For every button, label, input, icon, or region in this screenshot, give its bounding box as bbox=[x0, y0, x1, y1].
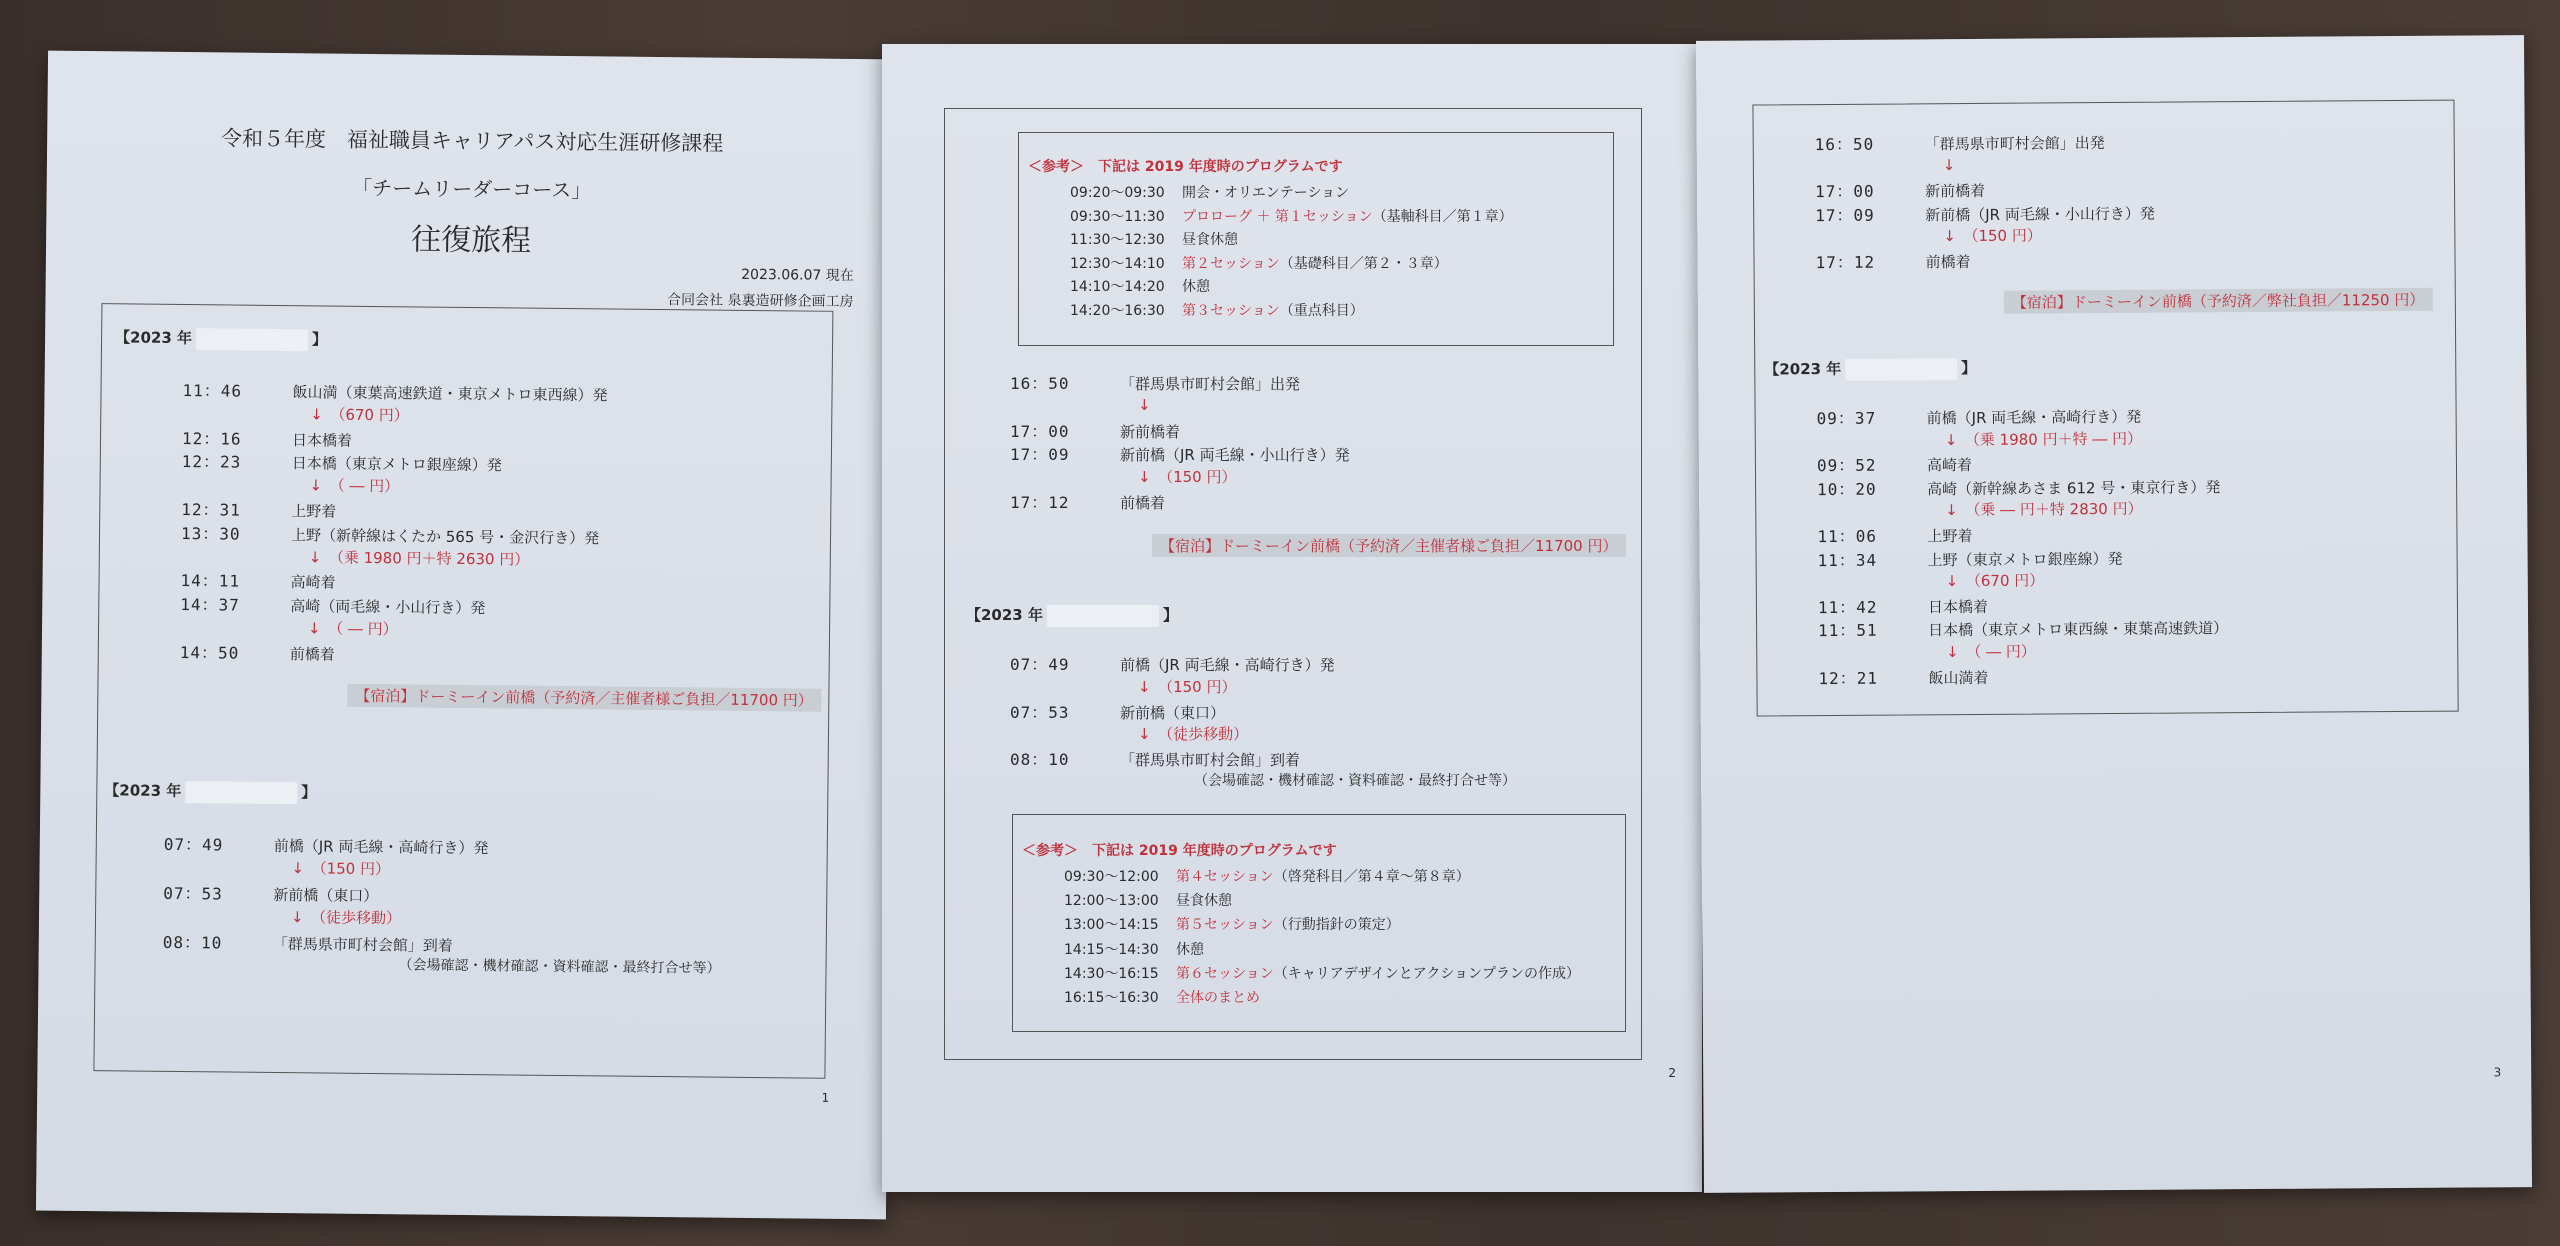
itinerary-row bbox=[163, 881, 378, 906]
itinerary-row bbox=[180, 592, 485, 618]
row-text: 新前橋（JR 両毛線・小山行き）発 bbox=[1120, 446, 1350, 465]
row-text: 上野着 bbox=[291, 502, 337, 521]
section-close: 】 bbox=[311, 330, 328, 349]
section-year: 【2023 年 bbox=[115, 328, 193, 348]
program-time: 11:30～12:30 bbox=[1070, 232, 1165, 249]
program-time: 14:15～14:30 bbox=[1064, 941, 1159, 958]
program-label: 休憩 bbox=[1176, 941, 1204, 958]
row-text: 新前橋（東口） bbox=[273, 885, 379, 905]
lodging-info: 【宿泊】ドーミーイン前橋（予約済／主催者様ご負担／11700 円） bbox=[347, 684, 821, 712]
row-time bbox=[1817, 516, 1927, 517]
row-text: ↓ （150 円） bbox=[1138, 468, 1237, 487]
row-time: 17：00 bbox=[1814, 181, 1875, 202]
row-time bbox=[181, 561, 291, 562]
row-time: 07：49 bbox=[1010, 655, 1070, 674]
section-header bbox=[1764, 357, 1976, 381]
row-text: ↓ （徒歩移動） bbox=[290, 908, 402, 928]
row-time: 13：30 bbox=[180, 523, 241, 544]
venue-note: （会場確認・機材確認・資料確認・最終打合せ等） bbox=[398, 957, 721, 977]
itinerary-row bbox=[1817, 452, 1972, 476]
row-text: 高崎着 bbox=[290, 573, 336, 593]
row-text: ↓ （乗 1980 円＋特 2630 円） bbox=[308, 547, 530, 569]
row-time: 11：51 bbox=[1818, 621, 1878, 641]
itinerary-row bbox=[182, 426, 352, 451]
row-time: 09：37 bbox=[1816, 408, 1877, 429]
row-time: 14：11 bbox=[180, 571, 241, 592]
itinerary-row bbox=[1010, 700, 1225, 723]
lodging-info: 【宿泊】ドーミーイン前橋（予約済／主催者様ご負担／11700 円） bbox=[1152, 534, 1626, 557]
itinerary-row bbox=[1010, 466, 1236, 487]
row-time: 14：37 bbox=[180, 595, 240, 615]
itinerary-row bbox=[1815, 130, 2105, 155]
row-time: 08：10 bbox=[1010, 750, 1070, 770]
redacted-date bbox=[1845, 358, 1957, 381]
row-time: 16：50 bbox=[1814, 134, 1875, 155]
program-row bbox=[1070, 229, 1238, 249]
itinerary-row bbox=[1010, 419, 1180, 442]
row-time bbox=[163, 921, 273, 922]
itinerary-row bbox=[1010, 371, 1300, 394]
row-text: 飯山満着 bbox=[1928, 668, 1989, 687]
row-text: 前橋着 bbox=[1120, 494, 1166, 512]
organization: 合同会社 泉裏造研修企画工房 bbox=[666, 292, 854, 311]
program-time: 12:00～13:00 bbox=[1064, 893, 1159, 910]
program-row bbox=[1070, 276, 1210, 296]
program-detail: （啓発科目／第４章～第８章） bbox=[1273, 869, 1470, 885]
row-time bbox=[1818, 657, 1928, 658]
row-time: 07：49 bbox=[163, 834, 224, 855]
row-time: 12：23 bbox=[181, 452, 242, 473]
itinerary-row bbox=[164, 832, 489, 858]
program-label: 昼食休憩 bbox=[1176, 893, 1232, 910]
row-text: 前橋（JR 両毛線・高崎行き）発 bbox=[273, 836, 489, 858]
row-text: 上野（東京メトロ銀座線）発 bbox=[1927, 549, 2123, 569]
itinerary-row bbox=[1815, 178, 1985, 202]
itinerary-row bbox=[182, 402, 409, 425]
itinerary-row bbox=[1817, 404, 2142, 429]
row-time: 11：34 bbox=[1817, 550, 1878, 570]
row-text: 新前橋（東口） bbox=[1120, 703, 1226, 722]
program-row bbox=[1064, 914, 1400, 934]
program-time: 13:00～14:15 bbox=[1064, 917, 1159, 934]
section-close: 】 bbox=[1961, 358, 1977, 378]
itinerary-row bbox=[1818, 594, 1988, 618]
program-label: 第３セッション bbox=[1182, 303, 1280, 319]
itinerary-row bbox=[163, 929, 453, 955]
itinerary-row bbox=[163, 905, 401, 928]
program-row bbox=[1070, 300, 1364, 320]
row-text: 「群馬県市町村会館」到着 bbox=[1120, 751, 1301, 770]
section-year: 【2023 年 bbox=[104, 781, 182, 801]
section-close: 】 bbox=[1162, 606, 1178, 624]
row-text: 前橋（JR 両毛線・高崎行き）発 bbox=[1926, 407, 2142, 428]
row-text: ↓ （乗 1980 円＋特 ― 円） bbox=[1944, 429, 2143, 449]
row-time bbox=[182, 489, 292, 490]
row-time: 17：09 bbox=[1815, 205, 1875, 225]
itinerary-row bbox=[180, 616, 398, 639]
row-time bbox=[163, 872, 273, 873]
page-number: 3 bbox=[2493, 1065, 2502, 1080]
program-detail: （基軸科目／第１章） bbox=[1372, 208, 1513, 225]
row-time: 12：16 bbox=[181, 428, 242, 449]
program-row bbox=[1064, 963, 1580, 983]
row-time: 10：20 bbox=[1817, 479, 1877, 499]
row-time bbox=[1817, 445, 1927, 446]
section-1-header bbox=[115, 326, 327, 351]
program-row bbox=[1064, 939, 1204, 959]
row-text: ↓ （ ― 円） bbox=[1946, 642, 2036, 662]
row-text: ↓ （150 円） bbox=[291, 859, 391, 879]
section-close: 】 bbox=[301, 783, 317, 802]
itinerary-row bbox=[1817, 523, 1972, 547]
row-time: 17：00 bbox=[1010, 421, 1070, 441]
row-text: 日本橋（東京メトロ銀座線）発 bbox=[291, 454, 502, 475]
itinerary-row bbox=[1818, 616, 2228, 642]
lodging-info: 【宿泊】ドーミーイン前橋（予約済／弊社負担／11250 円） bbox=[2004, 288, 2433, 314]
section-year: 【2023 年 bbox=[1764, 359, 1842, 379]
row-time bbox=[1815, 170, 1925, 171]
row-time: 07：53 bbox=[163, 883, 223, 904]
itinerary-row bbox=[1817, 474, 2220, 500]
itinerary-row bbox=[1815, 225, 2042, 248]
row-text: 日本橋着 bbox=[1927, 597, 1989, 617]
row-text: 日本橋着 bbox=[291, 430, 353, 450]
row-time: 17：12 bbox=[1815, 252, 1876, 273]
row-time: 17：09 bbox=[1010, 445, 1070, 465]
itinerary-row bbox=[1818, 546, 2123, 571]
row-text: 上野着 bbox=[1927, 526, 1973, 546]
row-text: 高崎着 bbox=[1926, 456, 1973, 475]
program-label: 第２セッション bbox=[1182, 255, 1280, 272]
program-time: 16:15～16:30 bbox=[1064, 990, 1159, 1006]
row-text: 前橋（JR 両毛線・高崎行き）発 bbox=[1120, 656, 1335, 674]
itinerary-row bbox=[1817, 427, 2142, 450]
row-time: 09：52 bbox=[1816, 455, 1877, 476]
row-time: 12：31 bbox=[181, 500, 241, 520]
course-title: 「チームリーダーコース」 bbox=[352, 175, 592, 203]
itinerary-row bbox=[1010, 676, 1236, 697]
program-detail: （行動指針の策定） bbox=[1273, 917, 1400, 934]
row-time: 11：46 bbox=[182, 381, 243, 401]
row-text: 前橋着 bbox=[1925, 252, 1971, 272]
row-text: ↓ （ ― 円） bbox=[309, 476, 400, 496]
page-number: 1 bbox=[821, 1090, 830, 1105]
itinerary-row bbox=[1818, 570, 2045, 593]
program-detail: （重点科目） bbox=[1279, 303, 1364, 319]
program-label: 休憩 bbox=[1182, 279, 1210, 296]
row-time bbox=[1818, 586, 1928, 587]
section-year: 【2023 年 bbox=[966, 606, 1043, 624]
row-time: 11：42 bbox=[1817, 597, 1878, 617]
program-label: 昼食休憩 bbox=[1182, 232, 1238, 249]
program-label: プロローグ ＋ 第１セッション bbox=[1182, 208, 1373, 225]
redacted-date bbox=[1047, 605, 1159, 627]
document-page-1 bbox=[36, 51, 898, 1220]
row-time: 17：12 bbox=[1010, 493, 1070, 512]
itinerary-row bbox=[180, 640, 335, 665]
program-time: 14:10～14:20 bbox=[1070, 279, 1165, 296]
itinerary-row bbox=[163, 856, 390, 879]
itinerary-row bbox=[1815, 155, 1956, 175]
program-row bbox=[1070, 206, 1513, 226]
row-text: 「群馬県市町村会館」到着 bbox=[272, 934, 453, 955]
page-heading: 令和５年度 福祉職員キャリアパス対応生涯研修課程 bbox=[220, 126, 724, 156]
program-label: 第６セッション bbox=[1176, 965, 1274, 982]
row-time: 16：50 bbox=[1010, 374, 1070, 393]
page-number: 2 bbox=[1668, 1066, 1676, 1080]
itinerary-row bbox=[1010, 490, 1165, 513]
section-2-header bbox=[104, 779, 316, 804]
row-text: ↓ bbox=[1942, 155, 1956, 174]
program-time: 09:30～12:00 bbox=[1064, 869, 1159, 885]
program-time: 14:20～16:30 bbox=[1070, 303, 1165, 319]
row-text: 上野（新幹線はくたか 565 号・金沢行き）発 bbox=[290, 525, 600, 548]
reference-title: ＜参考＞ 下記は 2019 年度時のプログラムです bbox=[1022, 843, 1337, 859]
itinerary-row bbox=[1815, 201, 2155, 226]
reference-title: ＜参考＞ 下記は 2019 年度時のプログラムです bbox=[1028, 159, 1343, 175]
itinerary-row bbox=[181, 497, 336, 522]
program-detail: （キャリアデザインとアクションプランの作成） bbox=[1273, 965, 1581, 982]
itinerary-row bbox=[1817, 498, 2142, 521]
program-time: 14:30～16:15 bbox=[1064, 965, 1159, 982]
row-text: 飯山満（東葉高速鉄道・東京メトロ東西線）発 bbox=[292, 383, 608, 405]
row-text: 日本橋（東京メトロ東西線・東葉高速鉄道） bbox=[1928, 619, 2229, 640]
itinerary-row bbox=[1010, 442, 1350, 465]
program-row bbox=[1064, 987, 1260, 1007]
row-text: ↓ bbox=[1138, 395, 1151, 414]
itinerary-row bbox=[182, 378, 607, 405]
row-text: ↓ （ ― 円） bbox=[307, 619, 398, 639]
program-detail: （基礎科目／第２・３章） bbox=[1279, 255, 1448, 272]
row-text: 前橋着 bbox=[289, 644, 335, 664]
row-text: 高崎（新幹線あさま 612 号・東京行き）発 bbox=[1927, 478, 2221, 499]
row-text: 新前橋（JR 両毛線・小山行き）発 bbox=[1925, 204, 2155, 225]
as-of-date: 2023.06.07 現在 bbox=[741, 266, 854, 285]
redacted-date bbox=[196, 328, 308, 351]
row-time bbox=[180, 632, 290, 633]
row-text: 「群馬県市町村会館」出発 bbox=[1120, 375, 1301, 393]
row-text: ↓ （150 円） bbox=[1138, 677, 1237, 696]
row-text: ↓ （150 円） bbox=[1943, 226, 2042, 246]
program-row bbox=[1064, 890, 1232, 910]
itinerary-list-1 bbox=[1696, 35, 2524, 273]
itinerary-row bbox=[1815, 249, 1970, 273]
program-label: 全体のまとめ bbox=[1176, 990, 1260, 1006]
row-text: ↓ （670 円） bbox=[310, 405, 409, 425]
itinerary-row bbox=[182, 449, 502, 475]
redacted-date bbox=[185, 781, 297, 804]
program-label: 第５セッション bbox=[1176, 917, 1274, 934]
itinerary-row bbox=[181, 545, 530, 570]
doc-title: 往復旅程 bbox=[410, 222, 532, 259]
document-page-3 bbox=[1696, 35, 2532, 1193]
program-label: 開会・オリエンテーション bbox=[1182, 185, 1350, 201]
program-time: 09:30～11:30 bbox=[1070, 208, 1165, 225]
program-time: 09:20～09:30 bbox=[1070, 185, 1165, 201]
row-text: ↓ （670 円） bbox=[1945, 571, 2045, 591]
itinerary-row bbox=[1010, 652, 1335, 675]
venue-note: （会場確認・機材確認・資料確認・最終打合せ等） bbox=[1194, 773, 1516, 789]
row-time bbox=[182, 418, 292, 419]
program-time: 12:30～14:10 bbox=[1070, 255, 1165, 272]
row-text: 「群馬県市町村会館」出発 bbox=[1924, 134, 2105, 154]
row-time bbox=[1815, 242, 1925, 243]
section-header bbox=[966, 604, 1178, 627]
row-time: 08：10 bbox=[162, 932, 223, 953]
row-text: 高崎（両毛線・小山行き）発 bbox=[290, 597, 486, 618]
itinerary-row bbox=[180, 568, 335, 593]
program-row bbox=[1064, 866, 1470, 886]
row-time: 14：50 bbox=[179, 642, 240, 663]
itinerary-row bbox=[1010, 747, 1300, 770]
row-time: 11：06 bbox=[1817, 526, 1878, 547]
row-time: 07：53 bbox=[1010, 702, 1070, 722]
program-row bbox=[1070, 182, 1349, 202]
row-text: 新前橋着 bbox=[1120, 422, 1181, 441]
program-label: 第４セッション bbox=[1176, 869, 1274, 885]
itinerary-row bbox=[1010, 723, 1248, 744]
itinerary-row bbox=[181, 473, 399, 496]
itinerary-row bbox=[1818, 641, 2036, 664]
program-row bbox=[1070, 253, 1448, 273]
document-page-2 bbox=[882, 44, 1702, 1192]
row-time: 12：21 bbox=[1818, 668, 1879, 688]
row-text: 新前橋着 bbox=[1924, 182, 1986, 201]
itinerary-row bbox=[1010, 395, 1151, 414]
row-text: ↓ （乗 ― 円＋特 2830 円） bbox=[1945, 500, 2143, 520]
row-text: ↓ （徒歩移動） bbox=[1138, 725, 1249, 744]
itinerary-row bbox=[181, 521, 599, 548]
itinerary-row bbox=[1818, 664, 1988, 688]
